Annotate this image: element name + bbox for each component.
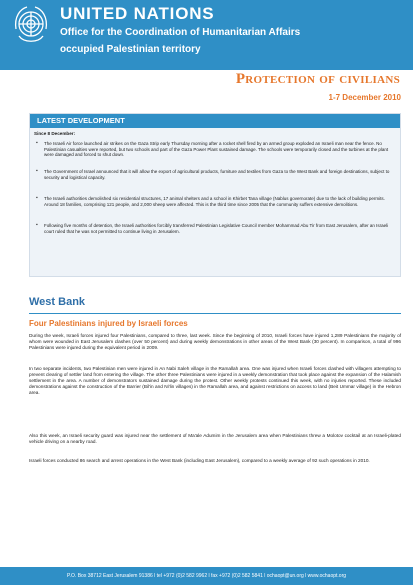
territory-name: occupied Palestinian territory xyxy=(60,44,201,55)
body-paragraph: Israeli forces conducted 86 search and arrest operations in the West Bank (including East Jerusalem), compared to a weekly average of 92 such operations in 2010. xyxy=(29,458,370,463)
latest-development-subheading: Since 8 December: xyxy=(34,131,76,136)
un-emblem-icon xyxy=(10,5,52,47)
report-dates: 1-7 December 2010 xyxy=(328,93,401,102)
office-name: Office for the Coordination of Humanitarian Affairs xyxy=(60,27,301,38)
section-title-west-bank: West Bank xyxy=(29,296,86,308)
org-name: UNITED NATIONS xyxy=(60,4,215,23)
body-paragraph: Also this week, an Israeli security guard was injured near the settlement of Ma'ale Adumim in the Jerusalem area when Palestinians threw a Molotov cocktail at an Israeli-plated vehicle driving on a nearby road. xyxy=(29,433,401,444)
latest-development-header: LATEST DEVELOPMENT xyxy=(30,114,400,128)
report-title: Protection of civilians xyxy=(235,71,400,87)
body-paragraph: In two separate incidents, two Palestinian men were injured in An Nabi Saleh village in the Ramallah area. One was injured when Israeli forces clashed with villagers attempting to prevent clearing of settler land from entering the village. The other three Palestinians were injured in a weekly demonstration that took place against the expansion of the Halamish settlement in the area. A number of demonstrators sustained damage during the protest. Other weekly protests continued this week, with no injuries reported. These included demonstrations against the construction of the Barrier (Bil'in and Ni'lin villages) in the Ramallah area, and against restrictions on access to land (Beit Ummar village) in the Hebron area. xyxy=(29,366,401,395)
latest-bullet: ▪ The Israeli Air force launched air strikes on the Gaza Strip early Thursday morning after a rocket shell fired by an armed group exploded an Israeli man near the fence. No Palestinian casualties were reported, but two schools and part of the Gaza Power Plant sustained damage. The schools were temporarily closed and the turbines at the plant were damaged and forced to shut down. xyxy=(34,141,396,158)
latest-bullet: ▪ The Government of Israel announced that it will allow the export of agricultural products, furniture and textiles from Gaza to the West Bank and foreign destinations, subject to security and logistical capacity. xyxy=(34,169,396,180)
body-paragraph: During the week, Israeli forces injured four Palestinians, compared to three, last week. Since the beginning of 2010, Israeli forces have injured 1,289 Palestinians the majority of whom were wounded in East Jerusalem clashes (over 50 percent) and during weekly demonstrations in other areas of the West Bank (30 percent). In comparison, a total of 996 Palestinians were injured during the equivalent period in 2009. xyxy=(29,333,401,350)
subsection-title: Four Palestinians injured by Israeli forces xyxy=(29,319,188,328)
footer-contact-bar: P.O. Box 38712 East Jerusalem 91386 l tel +972 (0)2 582 9962 l fax +972 (0)2 582 5841 l ochaopt@un.org l www.ochaopt.org xyxy=(0,567,413,585)
latest-development-box xyxy=(29,113,401,277)
latest-bullet: ▪ Following five months of detention, the Israeli authorities forcibly transferred Palestinian Legislative Council member Mohammad Abu Tir from East Jerusalem, after an Israeli court ruled that he was not permitted to continue living in Jerusalem. xyxy=(34,223,396,234)
latest-bullet: ▪ The Israeli authorities demolished six residential structures, 17 animal shelters and a school in Khirbet Tana village (Nablus governorate) due to the lack of building permits. Around 18 families, comprising 121 people, and 2,000 sheep were affected. This is the third time since 2005 that the community suffers extensive demolitions. xyxy=(34,196,396,207)
section-divider xyxy=(29,313,401,314)
header-band xyxy=(0,0,413,70)
